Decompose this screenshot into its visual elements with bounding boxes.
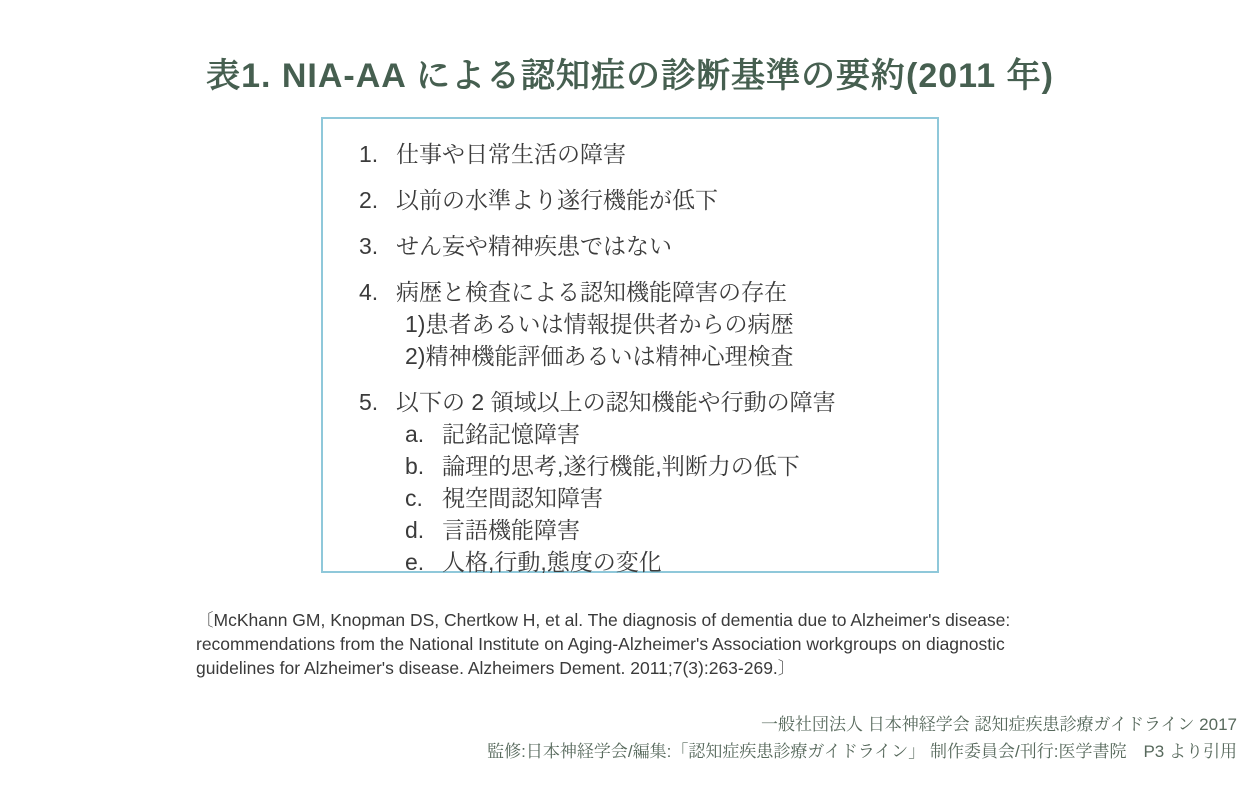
criteria-subitem-marker: e. [405, 549, 425, 575]
criteria-subitem-text: 精神機能評価あるいは精神心理検査 [425, 343, 794, 369]
criteria-subitem-marker: c. [405, 485, 423, 511]
criteria-subitem-text: 視空間認知障害 [442, 485, 603, 511]
criteria-item [359, 278, 927, 371]
criteria-item-text: 以下の 2 領域以上の認知機能や行動の障害 [396, 389, 836, 415]
criteria-item-row [359, 232, 927, 261]
criteria-item-marker: 4. [359, 279, 379, 305]
criteria-subitem-row [405, 310, 927, 339]
citation-line-1: 〔McKhann GM, Knopman DS, Chertkow H, et al. The diagnosis of dementia due to Alzheimer's disease: [196, 610, 1011, 630]
criteria-subitem-row [405, 548, 927, 577]
page-title: 表1. NIA-AA による認知症の診断基準の要約(2011 年) [206, 57, 1054, 95]
criteria-item [359, 186, 927, 215]
citation [196, 608, 1096, 680]
criteria-subitem-text: 言語機能障害 [442, 517, 580, 543]
attribution-line-2: 監修:日本神経学会/編集:「認知症疾患診療ガイドライン」 制作委員会/刊行:医学書院 P3 より引用 [487, 742, 1237, 761]
attribution-line-1: 一般社団法人 日本神経学会 認知症疾患診療ガイドライン 2017 [761, 715, 1237, 734]
criteria-item-row [359, 186, 927, 215]
criteria-item-marker: 5. [359, 389, 379, 415]
criteria-subitem-row [405, 516, 927, 545]
criteria-item-row [359, 278, 927, 307]
criteria-box [321, 117, 939, 573]
criteria-item-marker: 1. [359, 141, 379, 167]
criteria-subitem-text: 記銘記憶障害 [442, 421, 580, 447]
criteria-item [359, 388, 927, 577]
criteria-item-row [359, 140, 927, 169]
criteria-item-text: 以前の水準より遂行機能が低下 [396, 187, 718, 213]
criteria-item [359, 140, 927, 169]
criteria-item-text: 仕事や日常生活の障害 [396, 141, 626, 167]
citation-line-2: recommendations from the National Institute on Aging-Alzheimer's Association workgroups on diagnostic [196, 634, 1005, 654]
criteria-item-marker: 3. [359, 233, 379, 259]
criteria-subitem-marker: b. [405, 453, 425, 479]
criteria-subitem-row [405, 452, 927, 481]
criteria-subitem-marker: 1) [405, 311, 426, 337]
criteria-item-marker: 2. [359, 187, 379, 213]
criteria-item-text: せん妄や精神疾患ではない [396, 233, 672, 259]
criteria-subitem-marker: a. [405, 421, 425, 447]
citation-line-3: guidelines for Alzheimer's disease. Alzheimers Dement. 2011;7(3):263-269.〕 [196, 658, 796, 678]
criteria-item-row [359, 388, 927, 417]
criteria-list [359, 140, 927, 577]
criteria-subitem-marker: d. [405, 517, 425, 543]
criteria-subitem-row [405, 484, 927, 513]
criteria-subitem-text: 論理的思考,遂行機能,判断力の低下 [442, 453, 800, 479]
criteria-item-text: 病歴と検査による認知機能障害の存在 [396, 279, 787, 305]
criteria-item [359, 232, 927, 261]
criteria-subitem-marker: 2) [405, 343, 426, 369]
criteria-subitem-row [405, 420, 927, 449]
attribution [487, 711, 1237, 765]
criteria-subitem-text: 患者あるいは情報提供者からの病歴 [425, 311, 794, 337]
criteria-subitem-row [405, 342, 927, 371]
criteria-subitem-text: 人格,行動,態度の変化 [442, 549, 662, 575]
